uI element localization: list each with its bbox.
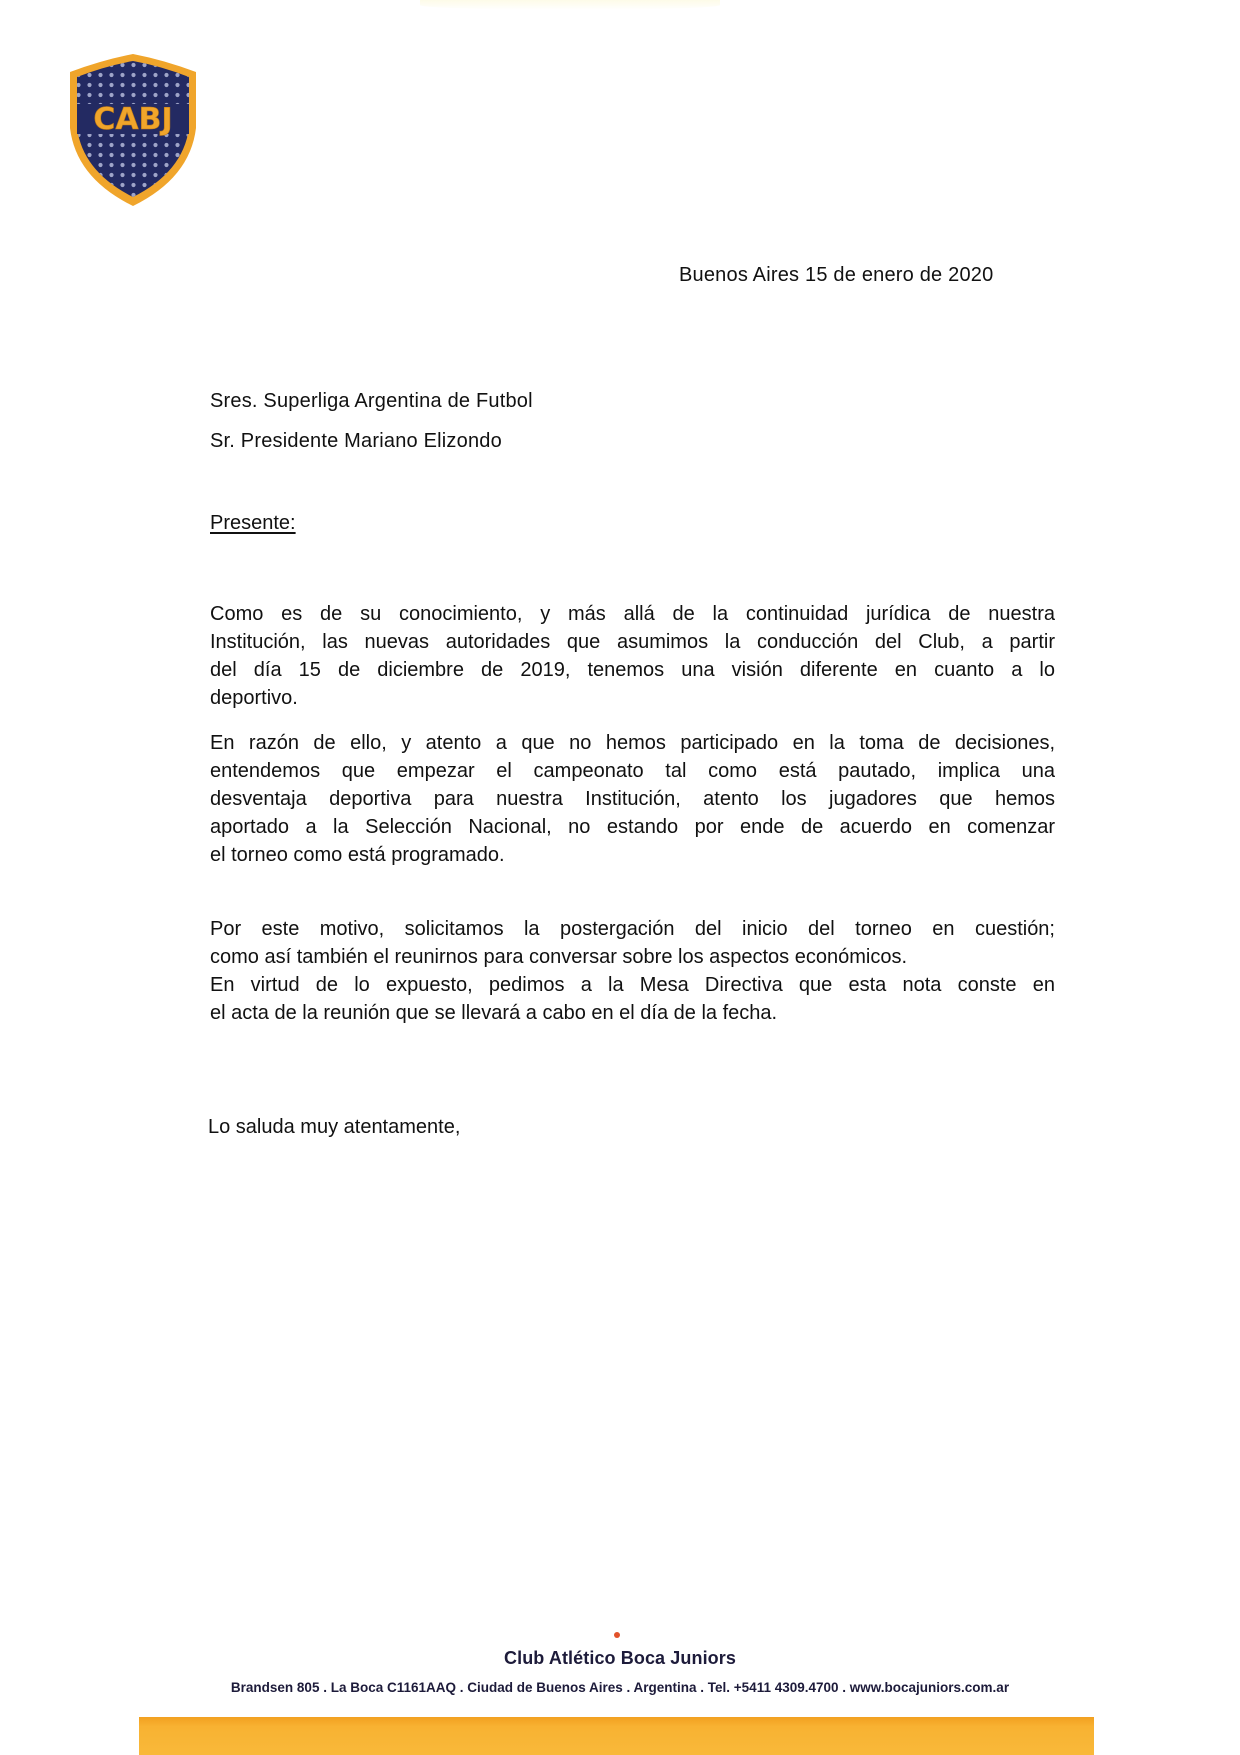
recipient-person: Sr. Presidente Mariano Elizondo — [210, 430, 502, 452]
paragraph-line: del día 15 de diciembre de 2019, tenemos una visión diferente en cuanto a lo — [210, 659, 1055, 681]
svg-text:CABJ: CABJ — [93, 102, 173, 137]
footer-dot-icon — [614, 1632, 620, 1638]
body-paragraph-1 — [210, 600, 1055, 712]
paragraph-line: En virtud de lo expuesto, pedimos a la Mesa Directiva que esta nota conste en — [210, 974, 1055, 996]
body-paragraph-2 — [210, 729, 1055, 869]
closing-line: Lo saluda muy atentamente, — [208, 1116, 461, 1138]
club-crest-logo — [62, 50, 204, 210]
footer-orange-bar — [139, 1717, 1094, 1755]
cabj-shield-icon — [62, 50, 204, 210]
paragraph-line: como así también el reunirnos para conversar sobre los aspectos económicos. — [210, 946, 908, 968]
salutation: Presente: — [210, 512, 296, 534]
paragraph-line: entendemos que empezar el campeonato tal como está pautado, implica una — [210, 760, 1055, 782]
paragraph-line: En razón de ello, y atento a que no hemos participado en la toma de decisiones, — [210, 732, 1055, 754]
letter-date: Buenos Aires 15 de enero de 2020 — [679, 264, 994, 286]
paragraph-line: deportivo. — [210, 687, 298, 709]
paragraph-line: el acta de la reunión que se llevará a cabo en el día de la fecha. — [210, 1002, 778, 1024]
paragraph-line: desventaja deportiva para nuestra Institución, atento los jugadores que hemos — [210, 788, 1055, 810]
paragraph-line: el torneo como está programado. — [210, 844, 505, 866]
paragraph-line: Institución, las nuevas autoridades que asumimos la conducción del Club, a partir — [210, 631, 1055, 653]
paragraph-line: Por este motivo, solicitamos la postergación del inicio del torneo en cuestión; — [210, 918, 1055, 940]
recipient-organization: Sres. Superliga Argentina de Futbol — [210, 390, 533, 412]
footer-address: Brandsen 805 . La Boca C1161AAQ . Ciudad de Buenos Aires . Argentina . Tel. +5411 4309.4700 . www.bocajuniors.com.ar — [230, 1680, 1010, 1695]
scan-artifact — [420, 0, 720, 10]
footer-organization-name: Club Atlético Boca Juniors — [504, 1648, 736, 1668]
paragraph-line: aportado a la Selección Nacional, no estando por ende de acuerdo en comenzar — [210, 816, 1055, 838]
body-paragraph-3 — [210, 915, 1055, 1027]
paragraph-line: Como es de su conocimiento, y más allá de la continuidad jurídica de nuestra — [210, 603, 1055, 625]
